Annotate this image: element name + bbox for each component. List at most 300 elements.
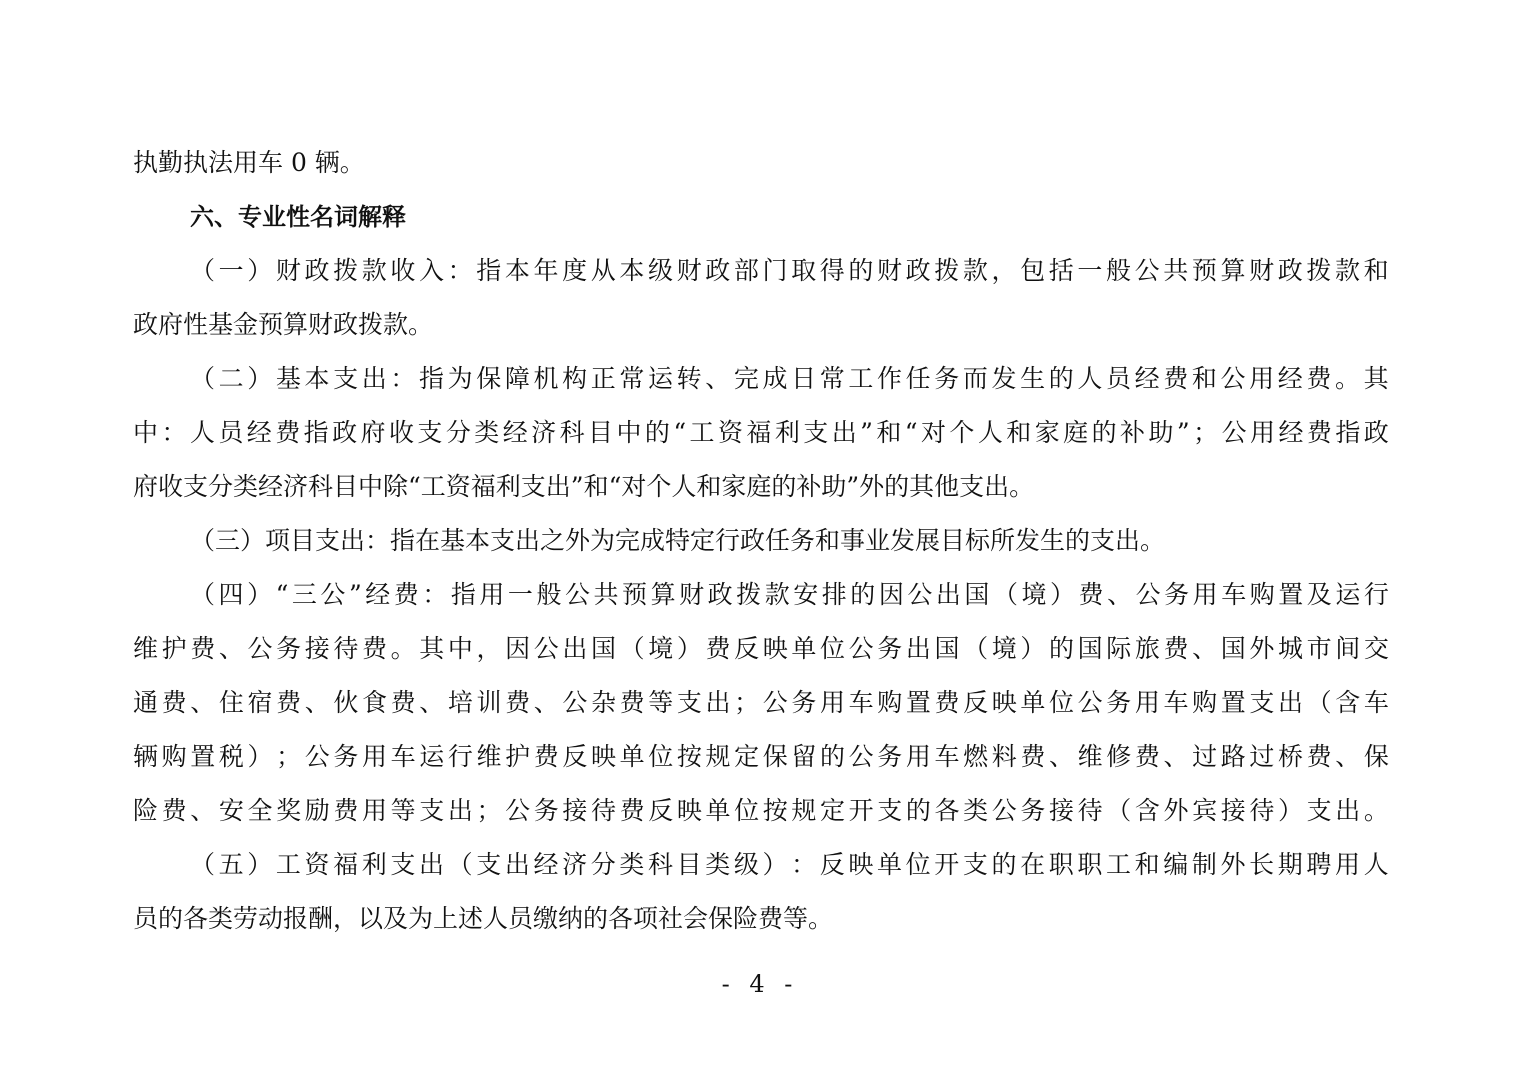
text-char: ）	[1020, 634, 1046, 663]
text-char: ；	[476, 796, 502, 825]
text-char: ：	[390, 364, 416, 393]
text-char: 车	[848, 688, 874, 717]
text-line	[0, 467, 1520, 507]
text-char: 出	[504, 850, 530, 879]
text-char: 排	[821, 580, 847, 609]
text-char: 训	[476, 688, 502, 717]
text-char: 定	[734, 742, 760, 771]
text-char: 补	[1120, 418, 1146, 447]
text-line	[0, 575, 1520, 615]
text-char: 分	[445, 418, 471, 447]
text-char: ）	[247, 364, 273, 393]
text-char: 、	[190, 796, 216, 825]
text-char: 经	[1134, 364, 1160, 393]
text-char: 的	[991, 850, 1017, 879]
text-char: 开	[934, 850, 960, 879]
text-char: 、	[190, 688, 216, 717]
text-char: 级	[733, 850, 759, 879]
text-char: （	[190, 580, 216, 609]
text-char: 的	[1049, 634, 1075, 663]
text-char: 映	[676, 796, 702, 825]
text-char: 费	[1306, 418, 1332, 447]
text-char: 城	[1278, 634, 1304, 663]
text-char: 国	[964, 580, 990, 609]
text-line	[0, 791, 1520, 831]
text-char: 政	[1277, 256, 1303, 285]
text-char: 修	[1106, 742, 1132, 771]
text-char: 的	[905, 796, 931, 825]
text-char: ；	[734, 688, 760, 717]
text-char: 路	[1220, 742, 1246, 771]
text-char: 公	[533, 634, 559, 663]
text-line	[0, 197, 1520, 237]
text-char: 福	[746, 418, 772, 447]
text-char: 中	[616, 418, 642, 447]
text-char: 、	[1192, 634, 1218, 663]
text-char: 反	[963, 688, 989, 717]
text-char: 位	[1049, 688, 1075, 717]
text-char: 旅	[1134, 634, 1160, 663]
text-char: 款	[1335, 256, 1361, 285]
text-char: 公	[762, 688, 788, 717]
text-char: 日	[791, 364, 817, 393]
text-char: 费	[390, 688, 416, 717]
text-char: 行	[1363, 580, 1389, 609]
text-char: 支	[676, 688, 702, 717]
text-char: 接	[1220, 796, 1246, 825]
text-char: 人	[1363, 850, 1389, 879]
text-char: 通	[133, 688, 159, 717]
text-char: 费	[1163, 634, 1189, 663]
text-char: 拨	[333, 256, 359, 285]
text-char: 科	[559, 418, 585, 447]
text-char: 费	[1306, 742, 1332, 771]
text-char: 和	[1134, 850, 1160, 879]
text-char: 支	[333, 364, 359, 393]
text-char: 政	[905, 256, 931, 285]
text-line	[0, 629, 1520, 669]
text-char: 利	[774, 418, 800, 447]
text-char: ）	[247, 256, 273, 285]
text-char: 维	[1077, 742, 1103, 771]
text-char: 公	[991, 796, 1017, 825]
text-line	[0, 521, 1520, 561]
text-char: 公	[320, 580, 346, 609]
justified-line	[133, 683, 1389, 723]
text-char: 待	[333, 634, 359, 663]
text-char: 费	[161, 688, 187, 717]
text-char: 购	[161, 742, 187, 771]
text-char: 庭	[1063, 418, 1089, 447]
text-char: 定	[820, 796, 846, 825]
text-char: 费	[705, 634, 731, 663]
text-char: （	[1106, 796, 1132, 825]
text-line	[0, 737, 1520, 777]
text-char: （	[1306, 688, 1332, 717]
text-char: 反	[648, 796, 674, 825]
text-char: 支	[419, 796, 445, 825]
text-char: 保	[1363, 742, 1389, 771]
text-char: 和	[1006, 418, 1032, 447]
text-char: 置	[905, 688, 931, 717]
text-char: 支	[1306, 796, 1332, 825]
text-char: 因	[878, 580, 904, 609]
text-char: （	[447, 850, 473, 879]
text-char: 费	[934, 688, 960, 717]
text-char: 长	[1249, 850, 1275, 879]
text-char: 类	[619, 850, 645, 879]
text-char: 食	[362, 688, 388, 717]
text-char: 际	[1106, 634, 1132, 663]
text-char: 用	[1335, 850, 1361, 879]
text-char: 公	[848, 634, 874, 663]
text-char: 费	[333, 796, 359, 825]
text-char: 险	[133, 796, 159, 825]
text-line	[0, 143, 1520, 183]
text-char: 类	[705, 850, 731, 879]
text-char: 政	[1363, 418, 1389, 447]
text-char: 完	[733, 364, 759, 393]
section-heading: 六、专业性名词解释	[190, 203, 406, 231]
text-char: 本	[304, 364, 330, 393]
text-char: 位	[820, 634, 846, 663]
text-char: 指	[303, 418, 329, 447]
text-char: 经	[1277, 364, 1303, 393]
text-line	[0, 683, 1520, 723]
text-char: 生	[1020, 364, 1046, 393]
text-char: 、	[1049, 742, 1075, 771]
text-char: 开	[848, 796, 874, 825]
text-char: 费	[161, 796, 187, 825]
text-char: ）	[762, 850, 788, 879]
text-char: 中	[447, 634, 473, 663]
text-char: 务	[1106, 688, 1132, 717]
text-char: 用	[1192, 580, 1218, 609]
text-char: 中	[133, 418, 159, 447]
text-char: 公	[1077, 688, 1103, 717]
text-char: 财	[275, 256, 301, 285]
justified-line	[133, 629, 1389, 669]
text-char: 出	[935, 580, 961, 609]
text-char: 拨	[736, 580, 762, 609]
text-char: 燃	[963, 742, 989, 771]
text-char: 费	[1306, 364, 1332, 393]
text-char: 用	[1249, 364, 1275, 393]
text-char: 目	[676, 850, 702, 879]
text-char: 待	[1077, 796, 1103, 825]
text-char: 奖	[276, 796, 302, 825]
text-char: 务	[1020, 796, 1046, 825]
text-char: 过	[1192, 742, 1218, 771]
text-char: 资	[717, 418, 743, 447]
text-char: 一	[507, 580, 533, 609]
text-char: 置	[1220, 688, 1246, 717]
text-char: 目	[588, 418, 614, 447]
text-char: 款	[962, 256, 988, 285]
text-char: 得	[819, 256, 845, 285]
text-char: 三	[291, 580, 317, 609]
text-char: 公	[1135, 580, 1161, 609]
text-char: 单	[1020, 688, 1046, 717]
text-char: 位	[905, 850, 931, 879]
text-char: 全	[247, 796, 273, 825]
text-char: 般	[1106, 256, 1132, 285]
text-char: 公	[564, 580, 590, 609]
text-char: （	[619, 634, 645, 663]
text-char: 运	[1335, 580, 1361, 609]
text-char: 包	[1020, 256, 1046, 285]
text-char: 其	[419, 634, 445, 663]
text-char: 其	[1363, 364, 1389, 393]
text-char: 公	[1134, 256, 1160, 285]
text-char: 财	[877, 256, 903, 285]
text-char: 的	[644, 418, 670, 447]
text-char: 费	[619, 796, 645, 825]
text-char: 指	[476, 256, 502, 285]
text-char: 、	[1107, 580, 1133, 609]
text-char: 本	[504, 256, 530, 285]
text-char: 类	[963, 796, 989, 825]
text-char: 公	[1220, 364, 1246, 393]
text-char: 费	[1078, 580, 1104, 609]
text-char: 运	[648, 364, 674, 393]
text-char: “	[904, 418, 918, 447]
text-char: 财	[676, 256, 702, 285]
text-char: 任	[905, 364, 931, 393]
text-char: 位	[648, 742, 674, 771]
text-char: 费	[1163, 364, 1189, 393]
text-char: 政	[707, 580, 733, 609]
text-char: 政	[332, 418, 358, 447]
text-char: 、	[218, 634, 244, 663]
text-char: 共	[1163, 256, 1189, 285]
text-char: 支	[1249, 688, 1275, 717]
text-char: 度	[562, 256, 588, 285]
text-char: 支	[476, 850, 502, 879]
text-char: 及	[1306, 580, 1332, 609]
text-char: 运	[419, 742, 445, 771]
text-char: 。	[1335, 364, 1361, 393]
text-char: 常	[619, 364, 645, 393]
text-char: 算	[650, 580, 676, 609]
text-char: 待	[1249, 796, 1275, 825]
text-char: 单	[705, 796, 731, 825]
text-char: 接	[562, 796, 588, 825]
text-char: 单	[877, 850, 903, 879]
text-char: 发	[991, 364, 1017, 393]
justified-line	[190, 575, 1389, 615]
text-char: 的	[848, 256, 874, 285]
text-char: 桥	[1278, 742, 1304, 771]
text-char: ）	[247, 742, 273, 771]
text-char: 位	[734, 796, 760, 825]
text-char: 职	[1048, 850, 1074, 879]
text-char: 经	[502, 418, 528, 447]
text-char: 家	[1034, 418, 1060, 447]
text-char: ，	[476, 634, 502, 663]
text-char: ）	[676, 634, 702, 663]
text-char: 基	[275, 364, 301, 393]
text-char: 含	[1134, 796, 1160, 825]
text-char: 培	[447, 688, 473, 717]
text-char: 辆	[133, 742, 159, 771]
text-char: 取	[791, 256, 817, 285]
text-char: 费	[190, 634, 216, 663]
text-char: 国	[1077, 634, 1103, 663]
text-char: 经	[246, 418, 272, 447]
text-char: 境	[648, 634, 674, 663]
text-char: 二	[218, 364, 244, 393]
text-char: ”	[348, 580, 362, 609]
text-char: 出	[419, 850, 445, 879]
text-char: 保	[762, 742, 788, 771]
text-char: 市	[1306, 634, 1332, 663]
text-char: 入	[419, 256, 445, 285]
text-char: 杂	[591, 688, 617, 717]
text-char: 留	[791, 742, 817, 771]
text-char: 支	[390, 850, 416, 879]
text-char: 安	[218, 796, 244, 825]
text-char: 反	[562, 742, 588, 771]
text-char: 用	[479, 580, 505, 609]
text-char: 待	[591, 796, 617, 825]
text-char: 为	[447, 364, 473, 393]
text-char: 分	[590, 850, 616, 879]
text-char: 和	[876, 418, 902, 447]
text-char: 单	[619, 742, 645, 771]
text-char: ；	[1193, 418, 1219, 447]
text-char: 指	[419, 364, 445, 393]
text-char: 和	[1191, 364, 1217, 393]
text-char: 拨	[1306, 256, 1332, 285]
text-char: ：	[791, 850, 817, 879]
text-char: 各	[934, 796, 960, 825]
text-char: 、	[304, 688, 330, 717]
text-char: 公	[247, 634, 273, 663]
text-char: 经	[365, 580, 391, 609]
text-char: 经	[533, 850, 559, 879]
text-char: 正	[590, 364, 616, 393]
text-char: 支	[877, 796, 903, 825]
text-char: 境	[991, 634, 1017, 663]
text-char: 济	[531, 418, 557, 447]
text-char: 用	[1250, 418, 1276, 447]
text-char: 接	[304, 634, 330, 663]
text-char: 用	[362, 742, 388, 771]
text-char: 国	[591, 634, 617, 663]
justified-line	[133, 413, 1389, 453]
text-char: 公	[907, 580, 933, 609]
text-char: 用	[362, 796, 388, 825]
text-char: 保	[476, 364, 502, 393]
paragraph-text: 员的各类劳动报酬，以及为上述人员缴纳的各项社会保险费等。	[133, 904, 834, 933]
justified-line	[133, 737, 1389, 777]
text-char: 期	[1277, 850, 1303, 879]
text-char: 的	[820, 742, 846, 771]
text-char: 预	[1191, 256, 1217, 285]
text-char: 收	[388, 418, 414, 447]
text-char: 务	[276, 634, 302, 663]
text-char: 出	[1278, 688, 1304, 717]
text-char: 等	[390, 796, 416, 825]
text-char: 算	[1220, 256, 1246, 285]
text-char: 出	[705, 688, 731, 717]
justified-line	[133, 791, 1389, 831]
text-line	[0, 413, 1520, 453]
text-char: 资	[304, 850, 330, 879]
text-char: 购	[1249, 580, 1275, 609]
text-char: 出	[1335, 796, 1361, 825]
text-char: 的	[1091, 418, 1117, 447]
text-char: 类	[474, 418, 500, 447]
text-char: 常	[819, 364, 845, 393]
text-char: 财	[679, 580, 705, 609]
text-char: 反	[734, 634, 760, 663]
text-char: 励	[304, 796, 330, 825]
text-char: 的	[1048, 364, 1074, 393]
text-char: 务	[333, 742, 359, 771]
paragraph-text: 政府性基金预算财政拨款。	[133, 310, 434, 339]
text-char: 作	[877, 364, 903, 393]
text-char: 税	[218, 742, 244, 771]
text-char: 济	[562, 850, 588, 879]
text-line	[0, 359, 1520, 399]
text-char: 人	[189, 418, 215, 447]
text-char: 福	[333, 850, 359, 879]
text-char: 按	[676, 742, 702, 771]
text-char: ：	[161, 418, 187, 447]
text-char: 务	[934, 364, 960, 393]
text-char: 外	[1163, 796, 1189, 825]
text-char: 用	[820, 688, 846, 717]
text-char: 从	[590, 256, 616, 285]
text-char: 映	[762, 634, 788, 663]
text-char: 年	[533, 256, 559, 285]
text-char: 在	[1020, 850, 1046, 879]
text-char: 费	[619, 688, 645, 717]
text-char: 收	[390, 256, 416, 285]
text-char: 经	[1278, 418, 1304, 447]
text-char: 车	[1163, 688, 1189, 717]
text-char: 反	[819, 850, 845, 879]
text-char: 用	[1134, 688, 1160, 717]
text-char: （	[190, 850, 216, 879]
text-char: ”	[860, 418, 873, 447]
text-char: 人	[977, 418, 1003, 447]
text-char: 料	[991, 742, 1017, 771]
text-char: 部	[733, 256, 759, 285]
text-char: 公	[848, 742, 874, 771]
text-char: 单	[791, 634, 817, 663]
text-char: 公	[505, 796, 531, 825]
text-char: 费	[1020, 742, 1046, 771]
text-char: 购	[877, 688, 903, 717]
text-char: 住	[218, 688, 244, 717]
text-char: ）	[1278, 796, 1304, 825]
text-char: 政	[705, 256, 731, 285]
text-char: 、	[419, 688, 445, 717]
text-char: 员	[218, 418, 244, 447]
text-char: 预	[622, 580, 648, 609]
text-char: 障	[504, 364, 530, 393]
text-char: 共	[593, 580, 619, 609]
text-char: 费	[393, 580, 419, 609]
text-char: 款	[764, 580, 790, 609]
text-char: 境	[1021, 580, 1047, 609]
text-char: 、	[1163, 742, 1189, 771]
text-char: 维	[133, 634, 159, 663]
text-char: ）	[247, 580, 273, 609]
